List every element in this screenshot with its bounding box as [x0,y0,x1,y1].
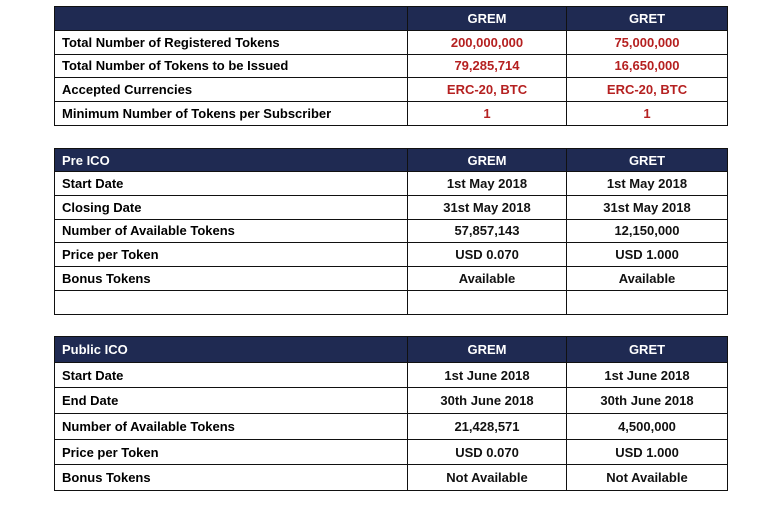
table-row [55,219,728,243]
table-row [55,439,728,465]
grem-value: Available [408,267,567,291]
gret-value: 1st May 2018 [567,172,728,196]
gret-value: 16,650,000 [567,54,728,78]
table-row [55,267,728,291]
grem-value: 57,857,143 [408,219,567,243]
pre-ico-table [54,148,728,315]
gret-value: 75,000,000 [567,30,728,54]
row-label: Minimum Number of Tokens per Subscriber [55,102,408,126]
table-row [55,102,728,126]
row-label: Number of Available Tokens [55,414,408,440]
grem-value: ERC-20, BTC [408,78,567,102]
gret-value: 31st May 2018 [567,195,728,219]
token-summary-table [54,6,728,126]
table-row [55,243,728,267]
row-label: Total Number of Tokens to be Issued [55,54,408,78]
header-grem: GREM [408,149,567,172]
row-label: Number of Available Tokens [55,219,408,243]
row-label: Price per Token [55,243,408,267]
empty-cell [408,290,567,314]
gret-value: Not Available [567,465,728,491]
table-row [55,30,728,54]
header-grem: GREM [408,337,567,363]
table-row [55,78,728,102]
table-row [55,195,728,219]
header-gret: GRET [567,7,728,31]
grem-value: 79,285,714 [408,54,567,78]
row-label: Price per Token [55,439,408,465]
grem-value: 200,000,000 [408,30,567,54]
row-label: Start Date [55,362,408,388]
gret-value: Available [567,267,728,291]
grem-value: USD 0.070 [408,439,567,465]
grem-value: 30th June 2018 [408,388,567,414]
row-label: End Date [55,388,408,414]
header-gret: GRET [567,149,728,172]
header-label-cell [55,7,408,31]
row-label: Closing Date [55,195,408,219]
grem-value: 1 [408,102,567,126]
table-row [55,54,728,78]
grem-value: USD 0.070 [408,243,567,267]
table-row [55,362,728,388]
gret-value: USD 1.000 [567,439,728,465]
table-header-row [55,337,728,363]
gret-value: 1st June 2018 [567,362,728,388]
table-row [55,414,728,440]
table-header-row [55,7,728,31]
header-grem: GREM [408,7,567,31]
public-ico-title: Public ICO [55,337,408,363]
row-label: Total Number of Registered Tokens [55,30,408,54]
gret-value: USD 1.000 [567,243,728,267]
grem-value: Not Available [408,465,567,491]
table-row [55,388,728,414]
table-row [55,172,728,196]
gret-value: 30th June 2018 [567,388,728,414]
header-gret: GRET [567,337,728,363]
row-label: Bonus Tokens [55,267,408,291]
pre-ico-title: Pre ICO [55,149,408,172]
row-label: Accepted Currencies [55,78,408,102]
gret-value: 12,150,000 [567,219,728,243]
empty-cell [55,290,408,314]
row-label: Start Date [55,172,408,196]
table-row [55,465,728,491]
empty-row [55,290,728,314]
grem-value: 31st May 2018 [408,195,567,219]
table-header-row [55,149,728,172]
gret-value: ERC-20, BTC [567,78,728,102]
row-label: Bonus Tokens [55,465,408,491]
grem-value: 1st May 2018 [408,172,567,196]
gret-value: 4,500,000 [567,414,728,440]
grem-value: 21,428,571 [408,414,567,440]
public-ico-table [54,336,728,491]
gret-value: 1 [567,102,728,126]
empty-cell [567,290,728,314]
grem-value: 1st June 2018 [408,362,567,388]
